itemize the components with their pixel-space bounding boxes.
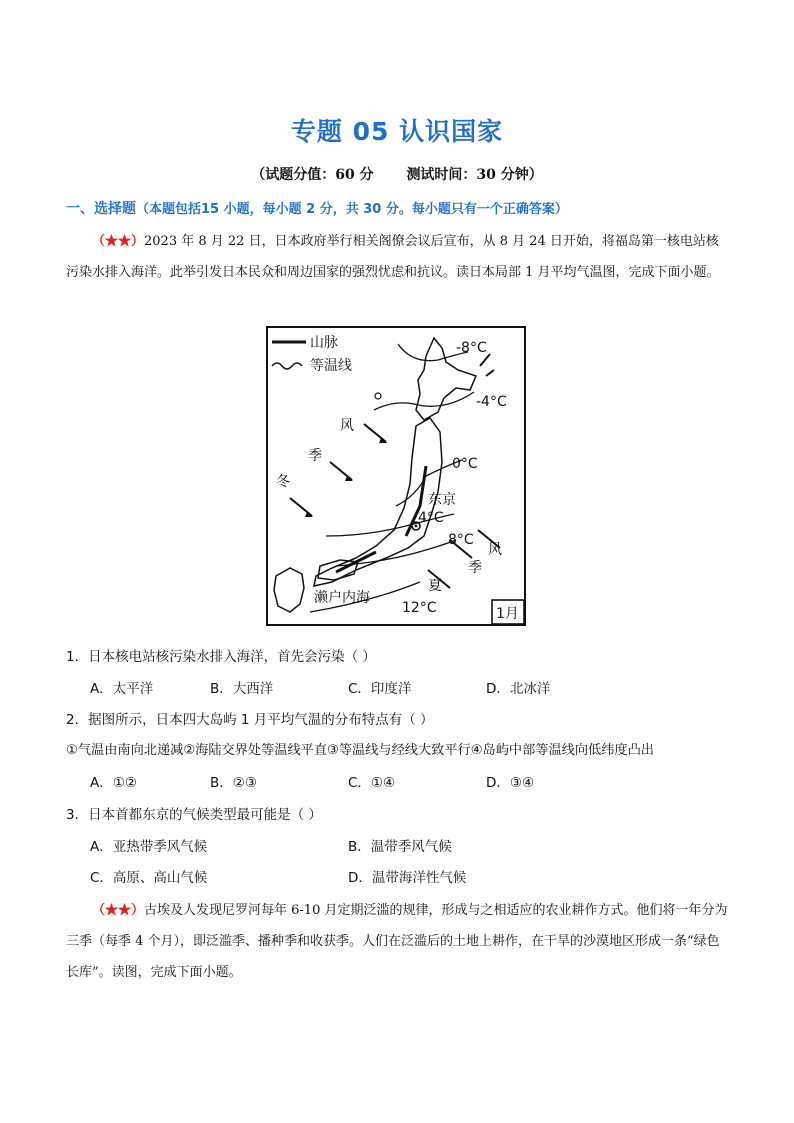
summer-char-2: 季 — [468, 560, 482, 576]
label-4: 4°C — [418, 510, 444, 526]
legend-isotherm-label: 等温线 — [310, 358, 352, 374]
tokyo-dot — [415, 525, 418, 528]
winter-char-1: 冬 — [276, 474, 290, 490]
label-minus8: -8°C — [456, 340, 487, 356]
question-1-stem: 1．日本核电站核污染水排入海洋，首先会污染（ ） — [66, 649, 376, 665]
section-note: （本题包括15 小题，每小题 2 分，共 30 分。每小题只有一个正确答案） — [136, 202, 568, 217]
summer-char-3: 风 — [488, 542, 502, 558]
question-2-stem: 2．据图所示，日本四大岛屿 1 月平均气温的分布特点有（ ） — [66, 712, 434, 728]
passage-1-text: 2023 年 8 月 22 日，日本政府举行相关阁僚会议后宣布，从 8 月 24 日开始，将福岛第一核电站核污染水排入海洋。此举引发日本民众和周边国家的强烈忧虑和抗议。读日本局部 1 月平均气温图，完成下面小题。 — [66, 234, 720, 280]
map-frame — [267, 327, 525, 625]
q2-option-b[interactable]: B．②③ — [210, 775, 257, 791]
q3-option-b[interactable]: B．温带季风气候 — [348, 839, 452, 855]
difficulty-stars-2: （★★） — [92, 903, 145, 918]
label-minus4: -4°C — [476, 394, 507, 410]
summer-char-1: 夏 — [428, 578, 442, 594]
exam-meta — [0, 164, 794, 184]
winter-char-2: 季 — [308, 448, 322, 464]
q3-option-c[interactable]: C．高原、高山气候 — [90, 870, 208, 886]
question-2-items: ①气温由南向北递减②海陆交界处等温线平直③等温线与经线大致平行④岛屿中部等温线向低纬度凸出 — [66, 743, 654, 758]
label-tokyo: 东京 — [428, 492, 456, 508]
time-info: 测试时间：30 分钟） — [406, 167, 543, 183]
passage-1 — [66, 226, 730, 288]
label-seto: 濑户内海 — [314, 590, 370, 606]
question-3-stem: 3．日本首都东京的气候类型最可能是（ ） — [66, 807, 322, 823]
legend-mountain-label: 山脉 — [310, 335, 338, 351]
q2-option-a[interactable]: A．①② — [90, 775, 137, 791]
japan-temperature-map — [266, 326, 526, 626]
passage-2-text: 古埃及人发现尼罗河每年 6-10 月定期泛滥的规律，形成与之相适应的农业耕作方式。他们将一年分为三季（每季 4 个月），即泛滥季、播种季和收获季。人们在泛滥后的土地上耕作，在干旱的沙漠地区形成一条“绿色长库”。读图，完成下面小题。 — [66, 903, 728, 980]
section-title: 一、选择题 — [66, 201, 136, 217]
page-title: 专题 05 认识国家 — [290, 117, 504, 146]
difficulty-stars: （★★） — [92, 234, 145, 249]
month-label: 1月 — [496, 606, 519, 622]
label-12: 12°C — [402, 600, 437, 616]
label-0: 0°C — [452, 456, 478, 472]
passage-2 — [66, 895, 730, 988]
q1-option-b[interactable]: B．大西洋 — [210, 681, 274, 697]
map-svg — [266, 326, 526, 626]
score-info: （试题分值：60 分 — [251, 167, 374, 183]
section-heading — [66, 198, 568, 218]
q1-option-a[interactable]: A．太平洋 — [90, 681, 154, 697]
q2-option-d[interactable]: D．③④ — [486, 775, 535, 791]
q1-option-d[interactable]: D．北冰洋 — [486, 681, 551, 697]
q3-option-d[interactable]: D．温带海洋性气候 — [348, 870, 467, 886]
q1-option-c[interactable]: C．印度洋 — [348, 681, 412, 697]
label-8: 8°C — [448, 532, 474, 548]
q2-option-c[interactable]: C．①④ — [348, 775, 396, 791]
q3-option-a[interactable]: A．亚热带季风气候 — [90, 839, 208, 855]
winter-char-3: 风 — [340, 418, 354, 434]
